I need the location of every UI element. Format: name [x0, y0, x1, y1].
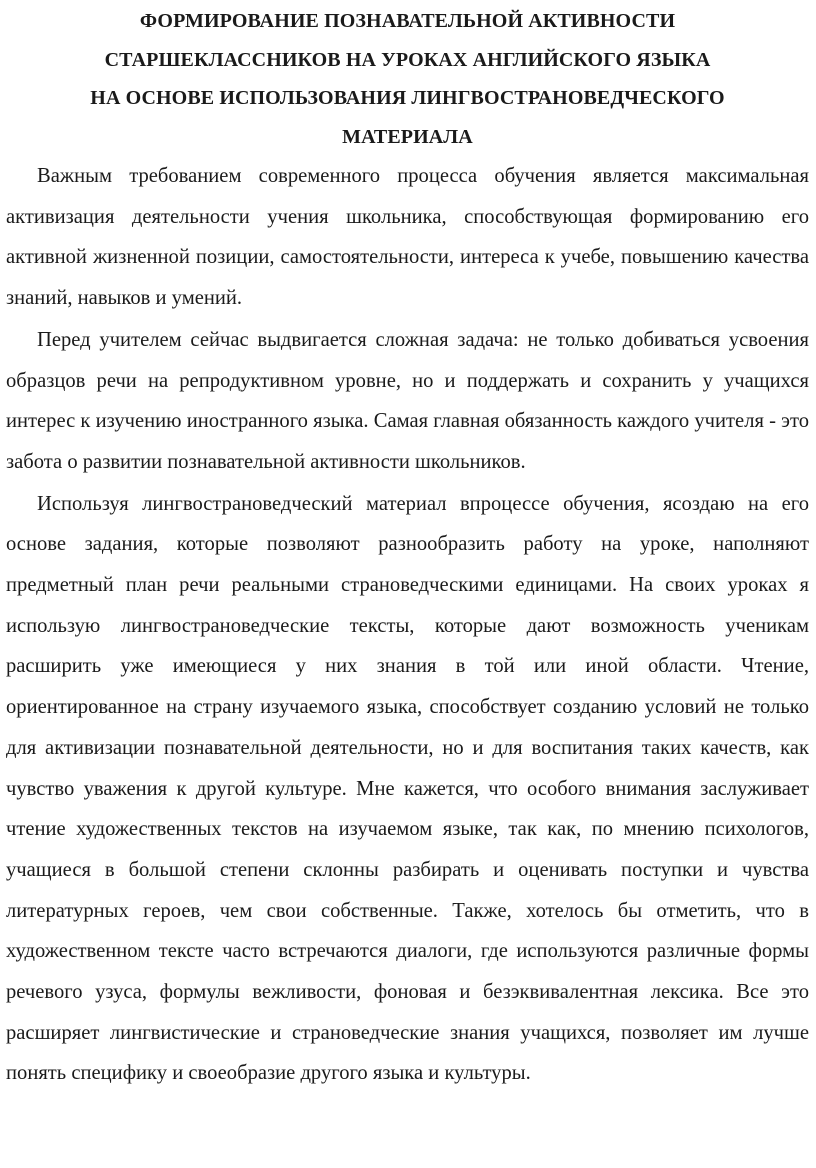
title-line: СТАРШЕКЛАССНИКОВ НА УРОКАХ АНГЛИЙСКОГО ЯЗЫКА — [104, 48, 711, 71]
document-title — [6, 0, 809, 156]
paragraph-1: Важным требованием современного процесса обучения является максимальная активизация деятельности учения школьника, способствующая формированию его активной жизненной позиции, самостоятельности, интереса к учебе, повышению качества знаний, навыков и умений. — [6, 165, 809, 310]
paragraph-3: Используя лингвострановедческий материал впроцессе обучения, ясоздаю на его основе задания, которые позволяют разнообразить работу на уроке, наполняют предметный план речи реальными страноведческими единицами. На своих уроках я использую лингвострановедческие тексты, которые дают возможность ученикам расширить уже имеющиеся у них знания в той или иной области. Чтение, ориентированное на страну изучаемого языка, способствует созданию условий не только для активизации познавательной деятельности, но и для воспитания таких качеств, как чувство уважения к другой культуре. Мне кажется, что особого внимания заслуживает чтение художественных текстов на изучаемом языке, так как, по мнению психологов, учащиеся в большой степени склонны разбирать и оценивать поступки и чувства литературных героев, чем свои собственные. Также, хотелось бы отметить, что в художественном тексте часто встречаются диалоги, где используются различные формы речевого узуса, формулы вежливости, фоновая и безэквивалентная лексика. Все это расширяет лингвистические и страноведческие знания учащихся, позволяет им лучше понять специфику и своеобразие другого языка и культуры. — [6, 492, 809, 1085]
document-page — [6, 0, 809, 1094]
title-line: ФОРМИРОВАНИЕ ПОЗНАВАТЕЛЬНОЙ АКТИВНОСТИ — [139, 10, 676, 32]
title-line: МАТЕРИАЛА — [342, 125, 473, 148]
paragraph-2: Перед учителем сейчас выдвигается сложная задача: не только добиваться усвоения образцов речи на репродуктивном уровне, но и поддержать и сохранить у учащихся интерес к изучению иностранного языка. Самая главная обязанность каждого учителя - это забота о развитии познавательной активности школьников. — [6, 328, 809, 473]
title-line: НА ОСНОВЕ ИСПОЛЬЗОВАНИЯ ЛИНГВОСТРАНОВЕДЧЕСКОГО — [90, 87, 725, 109]
